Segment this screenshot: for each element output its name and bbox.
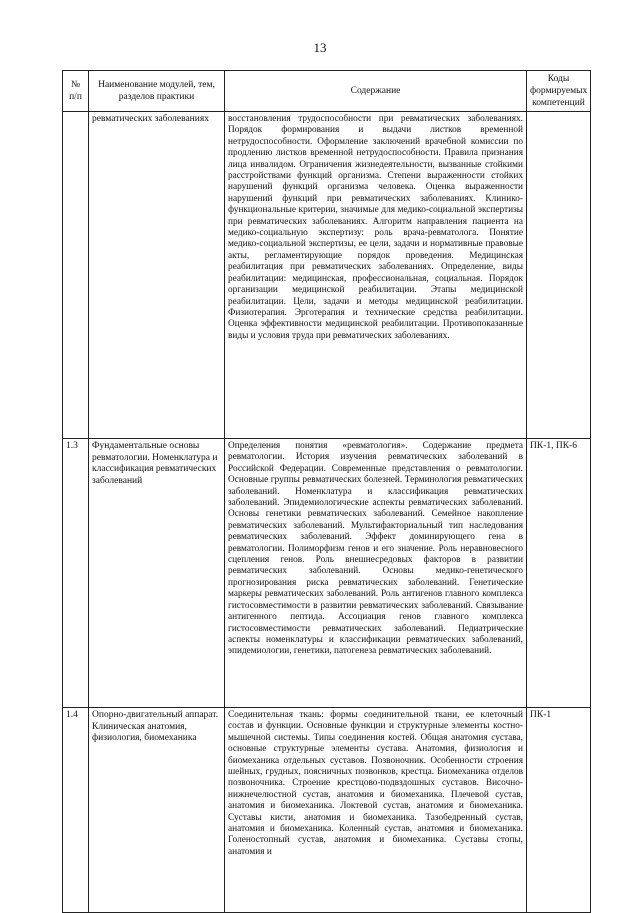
row-number: 1.4 bbox=[63, 708, 89, 913]
row-number: 1.3 bbox=[63, 439, 89, 708]
table-row bbox=[63, 112, 591, 439]
table-row bbox=[63, 708, 591, 913]
row-competency-codes bbox=[527, 112, 591, 439]
page-number: 13 bbox=[313, 40, 327, 55]
row-competency-codes: ПК-1 bbox=[527, 708, 591, 913]
row-module-name: Опорно-двигательный аппарат. Клиническая анатомия, физиология, биомеханика bbox=[89, 708, 225, 913]
row-module-name: Фундаментальные основы ревматологии. Номенклатура и классификация ревматических заболеваний bbox=[89, 439, 225, 708]
header-module-name: Наименование модулей, тем, разделов практики bbox=[89, 71, 225, 112]
curriculum-table bbox=[62, 70, 591, 913]
header-competency-codes: Коды формируемых компетенций bbox=[527, 71, 591, 112]
header-number: № п/п bbox=[63, 71, 89, 112]
header-content: Содержание bbox=[225, 71, 527, 112]
row-content: Соединительная ткань: формы соединительной ткани, ее клеточный состав и функции. Основные функции и структурные элементы костно-мышечной системы. Типы соединения костей. Общая анатомия сустава, основные структурные элементы сустава. Анатомия, физиология и биомеханика отдельных суставов. Позвоночник. Особенности строения шейных, грудных, поясничных позвонков, крестца. Биомеханика отделов позвоночника. Строение крестцово-подвздошных суставов. Височно-нижнечелюстной сустав, анатомия и биомеханика. Плечевой сустав, анатомия и биомеханика. Локтевой сустав, анатомия и биомеханика. Суставы кисти, анатомия и биомеханика. Тазобедренный сустав, анатомия и биомеханика. Коленный сустав, анатомия и биомеханика. Голеностопный сустав, анатомия и биомеханика. Суставы стопы, анатомия и bbox=[225, 708, 527, 913]
row-content: восстановления трудоспособности при ревматических заболеваниях. Порядок формирования и выдачи листков временной нетрудоспособности. Оформление заключений врачебной комиссии по продлению листков временной нетрудоспособности. Правила признания лица инвалидом. Ограничения жизнедеятельности, вызванные стойкими расстройствами функций организма. Степени выраженности стойких нарушений функций организма человека. Оценка выраженности нарушений функций при ревматических заболеваниях. Клинико-функциональные критерии, значимые для медико-социальной экспертизы при ревматических заболеваниях. Алгоритм направления пациента на медико-социальную экспертизу: роль врача-ревматолога. Понятие медико-социальной экспертизы, ее цели, задачи и нормативные правовые акты, регламентирующие порядок проведения. Медицинская реабилитация при ревматических заболеваниях. Определение, виды реабилитации: медицинская, профессиональная, социальная. Порядок организации медицинской реабилитации. Этапы медицинской реабилитации. Цели, задачи и методы медицинской реабилитации. Физиотерапия. Эрготерапия и технические средства реабилитации. Оценка эффективности медицинской реабилитации. Противопоказанные виды и условия труда при ревматических заболеваниях. bbox=[225, 112, 527, 439]
row-module-name: ревматических заболеваниях bbox=[89, 112, 225, 439]
table-header-row bbox=[63, 71, 591, 112]
row-competency-codes: ПК-1, ПК-6 bbox=[527, 439, 591, 708]
table-row bbox=[63, 439, 591, 708]
row-content: Определения понятия «ревматология». Содержание предмета ревматологии. История изучения ревматических заболеваний в Российской Федерации. Современные представления о ревматологии. Основные группы ревматических болезней. Терминология ревматических заболеваний. Номенклатура и классификация ревматических заболеваний. Эпидемиологические аспекты ревматических заболеваний. Основы генетики ревматических заболеваний. Семейное накопление ревматических заболеваний. Мультифакториальный тип наследования ревматических заболеваний. Эффект доминирующего гена в ревматологии. Полиморфизм генов и его значение. Роль неравновесного сцепления генов. Роль внешнесредовых факторов в развитии ревматических заболеваний. Основы медико-генетического прогнозирования риска ревматических заболеваний. Генетические маркеры ревматических заболеваний. Роль антигенов главного комплекса гистосовместимости в развитии ревматических заболеваний. Связывание антигенного пептида. Ассоциация генов главного комплекса гистосовместимости ревматических заболеваний. Педиатрические аспекты номенклатуры и классификации ревматических заболеваний, эпидемиологии, генетики, патогенеза ревматических заболеваний. bbox=[225, 439, 527, 708]
row-number bbox=[63, 112, 89, 439]
